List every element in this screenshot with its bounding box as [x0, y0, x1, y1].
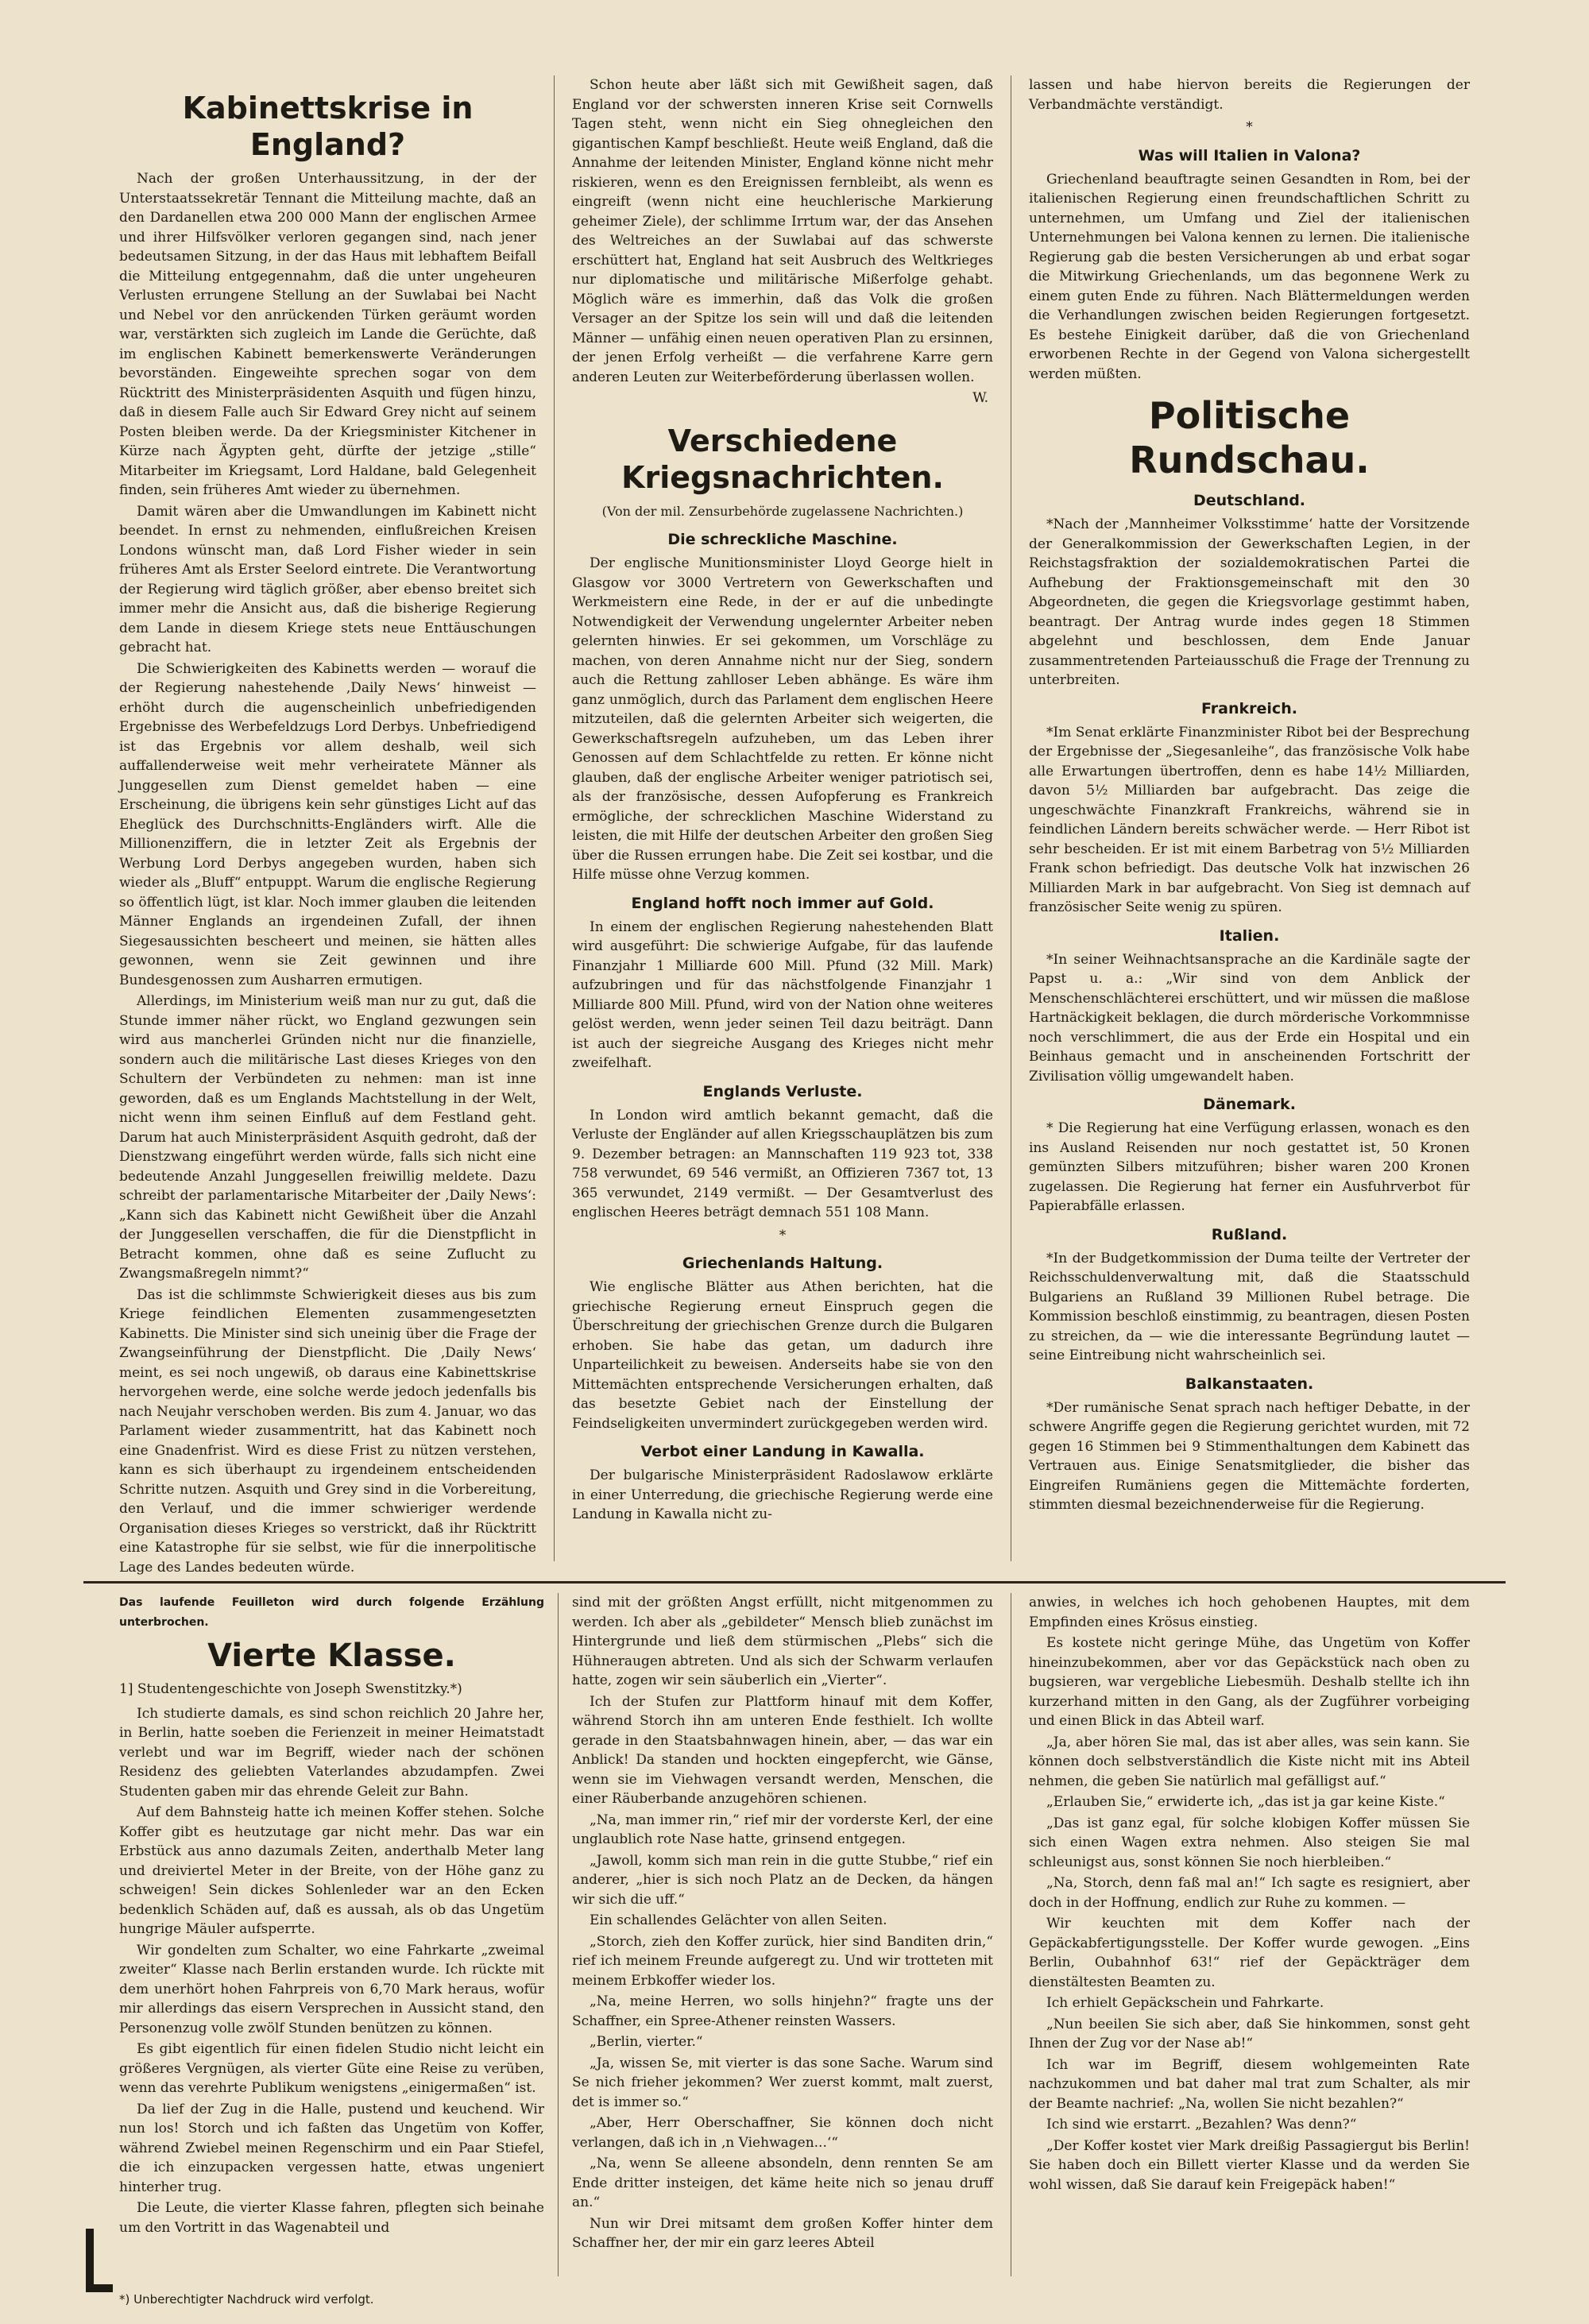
paragraph: Ich studierte damals, es sind schon reichlich 20 Jahre her, in Berlin, hatte soeben die Ferienzeit in meiner Heimatstadt verlebt und war im Begriff, wieder nach der schönen Residenz des geliebten Vaterlandes abzudampfen. Zwei Studenten gaben mir das ehrende Geleit zur Bahn. [119, 1705, 544, 1800]
top-section [119, 75, 1471, 1576]
section-title: Was will Italien in Valona? [1138, 146, 1361, 164]
paragraph: Auf dem Bahnsteig hatte ich meinen Koffer stehen. Solche Koffer gibt es heutzutage gar nicht mehr. Das war ein Erbstück aus anno dazumals Zeiten, anderthalb Meter lang und dreiviertel Meter in der Breite, von der Höhe ganz zu schweigen! Sein dickes Sohlenleder war an den Ecken bedenklich Schäden auf, daß es aussah, als ob das Ungetüm hungrige Mäuler aufsperrte. [119, 1804, 544, 1937]
paragraph: * Die Regierung hat eine Verfügung erlassen, wonach es den ins Ausland Reisenden nur noch gestattet ist, 50 Kronen gemünzten Silbers mitzuführen; bisher waren 200 Kronen zugelassen. Die Regierung hat ferner ein Ausfuhrverbot für Papierabfälle erlassen. [1029, 1120, 1470, 1214]
separator-star: * [779, 1227, 787, 1243]
feuilleton-column-3 [1029, 1593, 1470, 2276]
country-title: Frankreich. [1201, 699, 1297, 717]
section-title: Englands Verluste. [702, 1082, 863, 1100]
country-title: Balkanstaaten. [1185, 1375, 1314, 1393]
paragraph: Nun wir Drei mitsamt dem großen Koffer hinter dem Schaffner her, der mir ein garz leeres Abteil [572, 2215, 993, 2251]
paragraph: *Der rumänische Senat sprach nach heftiger Debatte, in der schwere Angriffe gegen die Regierung gerichtet wurden, mit 72 gegen 16 Stimmen bei 9 Stimmenthaltungen dem Kabinett das Vertrauen aus. Einige Senatsmitglieder, die bisher das Eingreifen Rumäniens gegen die Mittemächte forderten, stimmten diesmal bezeichnenderweise für die Regierung. [1029, 1399, 1470, 1513]
paragraph: Wir keuchten mit dem Koffer nach der Gepäckabfertigungsstelle. Der Koffer wurde gewogen. „Eins Berlin, Oubahnhof 63!“ rief der Gepäckträger dem dienstältesten Beamten zu. [1029, 1916, 1470, 1990]
paragraph: Die Schwierigkeiten des Kabinetts werden — worauf die der Regierung nahestehende ‚Daily News‘ hinweist — erhöht durch die augenscheinlich unbefriedigenden Ergebnisse des Werbefeldzugs Lord Derbys. Unbefriedigend ist das Ergebnis vor allem deshalb, weil sich auffallenderweise weit mehr verheiratete Männer als Junggesellen zum Dienst gemeldet haben — eine Erscheinung, die übrigens kein sehr günstiges Licht auf das Eheglück des Durchschnitts-Engländers wirft. Alle die Millionenziffern, die in letzter Zeit als Ergebnis der Werbung Lord Derbys angegeben wurden, haben sich wieder als „Bluff“ entpuppt. Warum die englische Regierung so öffentlich lügt, ist klar. Noch immer glauben die leitenden Männer Englands an irgendeinen Zufall, der ihnen Siegesaussichten bescheert und meinen, sie hätten alles gewonnen, wenn sie Zeit gewinnen und ihre Bundesgenossen zum Ausharren ermutigen. [119, 660, 536, 988]
paragraph: „Na, Storch, denn faß mal an!“ Ich sagte es resigniert, aber doch in der Hoffnung, endlich zur Ruhe zu kommen. — [1029, 1875, 1470, 1911]
paragraph: Damit wären aber die Umwandlungen im Kabinett nicht beendet. In ernst zu nehmenden, einflußreichen Kreisen Londons wünscht man, daß Lord Fisher wieder in sein früheres Amt als Erster Seelord eintrete. Die Verantwortung der Regierung wird täglich größer, aber ebenso breitet sich immer mehr die Ansicht aus, daß die bisherige Regierung dem Lande in diesem Kriege stets neue Enttäuschungen gebracht hat. [119, 503, 536, 655]
paragraph: Der englische Munitionsminister Lloyd George hielt in Glasgow vor 3000 Vertretern von Gewerkschaften und Werkmeistern eine Rede, in der er auf die unbedingte Notwendigkeit der Verwendung ungelernter Arbeiter neben gelernten hinwies. Er sei gekommen, um Vorschläge zu machen, von deren Annahme nicht nur der Sieg, sondern auch die Rettung zahlloser Leben abhänge. Es wäre ihm ganz unmöglich, durch das Parlament dem englischen Heere mitzuteilen, daß die gelernten Arbeiter sich weigerten, die Gewerkschaftsregeln aufzuheben, um das Leben ihrer Genossen auf dem Schlachtfelde zu retten. Er könne nicht glauben, daß der englische Arbeiter weniger patriotisch sei, als der französische, dessen Aufopferung es Frankreich ermögliche, der schrecklichen Maschine Widerstand zu leisten, die mit Hilfe der deutschen Arbeiter den großen Sieg über die Russen errungen habe. Die Zeit sei kostbar, und die Hilfe müsse ohne Verzug kommen. [572, 555, 993, 883]
column-rule [554, 75, 555, 1561]
paragraph: Der bulgarische Ministerpräsident Radoslawow erklärte in einer Unterredung, die griechische Regierung werde eine Landung in Kawalla nicht zu- [572, 1467, 993, 1522]
paragraph: anwies, in welches ich hoch gehobenen Hauptes, mit dem Empfinden eines Krösus einstieg. [1029, 1595, 1470, 1630]
paragraph: Allerdings, im Ministerium weiß man nur zu gut, daß die Stunde immer näher rückt, wo England gezwungen sein wird aus mancherlei Gründen nicht nur die finanzielle, sondern auch die militärische Last dieses Krieges von den Schultern der Verbündeten zu nehmen: man ist inne geworden, daß es um Englands Machtstellung in der Welt, nicht wenn ihm seinen Einfluß auf dem Festland geht. Darum hat auch Ministerpräsident Asquith gedroht, daß der Dienstzwang eingeführt werden würde, falls sich nicht eine bedeutende Anzahl Junggesellen freiwillig meldete. Dazu schreibt der parlamentarische Mitarbeiter der ‚Daily News‘: „Kann sich das Kabinett nicht Gewißheit über die Anzahl der Junggesellen verschaffen, die für die Dienstpflicht in Betracht kommen, ohne daß es seine Zuflucht zu Zwangsmaßregeln nimmt?“ [119, 993, 536, 1282]
column-rule [558, 1593, 559, 2276]
paragraph: *In der Budgetkommission der Duma teilte der Vertreter der Reichsschuldenverwaltung mit, daß die Staatsschuld Bulgariens an Rußland 39 Millionen Rubel betrage. Die Kommission beschloß einstimmig, zu beantragen, diesen Posten zu streichen, da — wie die interessante Begründung lautet — seine Eintreibung nicht wahrscheinlich sei. [1029, 1250, 1470, 1363]
section-title: Verbot einer Landung in Kawalla. [640, 1443, 925, 1460]
column-middle [572, 75, 993, 1561]
section-title: Die schreckliche Maschine. [667, 531, 898, 548]
paragraph: Wir gondelten zum Schalter, wo eine Fahrkarte „zweimal zweiter“ Klasse nach Berlin erstanden wurde. Ich rückte mit dem unerhört hohen Fahrpreis von 6,70 Mark heraus, wofür mir allerdings das eisern Versprechen in Aussicht stand, den Personenzug volle zwölf Stunden benützen zu können. [119, 1942, 544, 2036]
column-left [119, 75, 536, 1576]
paragraph: „Erlauben Sie,“ erwiderte ich, „das ist ja gar keine Kiste.“ [1046, 1794, 1445, 1810]
section-title: Griechenlands Haltung. [682, 1255, 883, 1272]
corner-mark [86, 2229, 113, 2292]
paragraph: „Na, meine Herren, wo solls hinjehn?“ fragte uns der Schaffner, ein Spree-Athener reinsten Wassers. [572, 1993, 993, 2029]
paragraph: *Nach der ‚Mannheimer Volksstimme‘ hatte der Vorsitzende der Generalkommission der Gewerkschaften Legien, in der Reichstagsfraktion der sozialdemokratischen Partei die Aufhebung der Fraktionsgemeinschaft mit den 30 Abgeordneten, die gegen die Kriegsvorlage gestimmt haben, beantragt. Der Antrag wurde indes gegen 18 Stimmen abgelehnt und beschlossen, dem Ende Januar zusammentretenden Parteiausschuß die Frage der Trennung zu unterbreiten. [1029, 516, 1470, 688]
paragraph: Wie englische Blätter aus Athen berichten, hat die griechische Regierung erneut Einspruch gegen die Überschreitung der griechischen Grenze durch die Bulgaren erhoben. Sie habe das getan, um dadurch ihre Unparteilichkeit zu beweisen. Anderseits habe sie von den Mittemächten entsprechende Versicherungen erhalten, daß das besetzte Gebiet nach der Einstellung der Feindseligkeiten unvermindert zurückgegeben werden wird. [572, 1279, 993, 1432]
paragraph: „Nun beeilen Sie sich aber, daß Sie hinkommen, sonst geht Ihnen der Zug vor der Nase ab!“ [1029, 2016, 1470, 2051]
article-heading-kabinettskrise: Kabinettskrise in England? [182, 91, 474, 162]
article-heading-politische-rundschau: Politische Rundschau. [1129, 394, 1370, 481]
feuilleton-column-1 [119, 1593, 544, 2276]
paragraph: „Der Koffer kostet vier Mark dreißig Passagiergut bis Berlin! Sie haben doch ein Billett vierter Klasse und da werden Sie wohl wissen, daß Sie darauf kein Freigepäck haben!“ [1029, 2137, 1470, 2193]
country-title: Italien. [1219, 926, 1280, 945]
country-title: Dänemark. [1203, 1096, 1296, 1113]
paragraph: Griechenland beauftragte seinen Gesandten in Rom, bei der italienischen Regierung einen freundschaftlichen Schritt zu unternehmen, um Umfang und Ziel der italienischen Unternehmungen bei Valona kennen zu lernen. Die italienische Regierung gab die besten Versicherungen ab und erbat sogar die Mitwirkung Griechenlands, um das begonnene Werk zu einem guten Ende zu führen. Nach Blättermeldungen werden die Verhandlungen zwischen beiden Regierungen fortgesetzt. Es bestehe Einigkeit darüber, daß die von Griechenland erworbenen Rechte in der Gegend von Valona sichergestellt werden müßten. [1029, 171, 1470, 382]
paragraph: Da lief der Zug in die Halle, pustend und keuchend. Wir nun los! Storch und ich faßten das Ungetüm von Koffer, während Zwiebel meinen Regenschirm und ein Paar Stiefel, die ich einzupacken vergessen hatte, etwas ungeniert hinterher trug. [119, 2101, 544, 2195]
feuilleton-section [119, 1593, 1470, 2307]
paragraph: Es gibt eigentlich für einen fidelen Studio nicht leicht ein größeres Vergnügen, als vierter Güte eine Reise zu verüben, wenn das verehrte Publikum wenigstens „einigermaßen“ ist. [119, 2041, 544, 2096]
paragraph: Ich der Stufen zur Plattform hinauf mit dem Koffer, während Storch ihn am unteren Ende festhielt. Ich wollte gerade in den Staatsbahnwagen hinein, aber, — das war ein Anblick! Da standen und hockten eingepfercht, wie Gänse, wenn sie im Viehwagen versandt werden, Menschen, die einer Räuberbande anzugehören schienen. [572, 1693, 993, 1807]
paragraph: Die Leute, die vierter Klasse fahren, pflegten sich beinahe um den Vortritt in das Wagenabteil und [119, 2200, 544, 2236]
section-title: England hofft noch immer auf Gold. [631, 894, 934, 912]
paragraph: „Das ist ganz egal, für solche klobigen Koffer müssen Sie sich einen Wagen extra nehmen. Also steigen Sie mal schleunigst aus, sonst können Sie noch hierbleiben.“ [1029, 1815, 1470, 1870]
paragraph: sind mit der größten Angst erfüllt, nicht mitgenommen zu werden. Ich aber als „gebildeter“ Mensch blieb zunächst im Hintergrunde und ließ dem stürmischen „Plebs“ sich die Hühneraugen abtreten. Und als sich der Schwarm verlaufen hatte, zogen wir sein säuberlich ein „Vierter“. [572, 1595, 993, 1688]
paragraph: Nach der großen Unterhaussitzung, in der der Unterstaatssekretär Tennant die Mitteilung machte, daß an den Dardanellen etwa 200 000 Mann der englischen Armee und ihrer Hilfsvölker verloren gegangen sind, nach jener bedeutsamen Sitzung, in der das Haus mit lebhaftem Beifall die Mitteilung entgegennahm, daß die unter ungeheuren Verlusten errungene Stellung an der Suwlabai bei Nacht und Nebel vor den anrückenden Türken geräumt worden war, verstärkten sich zugleich im Lande die Gerüchte, daß im englischen Kabinett bemerkenswerte Veränderungen bevorständen. Eingeweihte sprechen sogar von dem Rücktritt des Ministerpräsidenten Asquith und fügen hinzu, daß in diesem Falle auch Sir Edward Grey nicht auf seinem Posten bleiben werde. Da der Kriegsminister Kitchener in Kürze nach Ägypten geht, dürfte der jetzige „stille“ Mitarbeiter im Kriegsamt, Lord Haldane, bald Gelegenheit finden, sein früheres Amt wieder zu übernehmen. [119, 171, 536, 498]
paragraph: „Jawoll, komm sich man rein in die gutte Stubbe,“ rief ein anderer, „hier is sich noch Platz an de Decken, da hängen wir sich die uff.“ [572, 1852, 993, 1908]
feuilleton-subtitle: 1] Studentengeschichte von Joseph Swenstitzky.*) [119, 1681, 462, 1697]
paragraph: „Berlin, vierter.“ [590, 2034, 703, 2050]
country-title: Rußland. [1211, 1225, 1288, 1243]
feuilleton-divider [83, 1581, 1506, 1583]
paragraph: „Aber, Herr Oberschaffner, Sie können doch nicht verlangen, daß ich in ‚n Viehwagen...‘“ [572, 2115, 993, 2151]
article-heading-kriegsnachrichten: Verschiedene Kriegsnachrichten. [621, 423, 944, 495]
paragraph: Ich erhielt Gepäckschein und Fahrkarte. [1046, 1995, 1324, 2011]
paragraph: Ich sind wie erstarrt. „Bezahlen? Was denn?“ [1046, 2117, 1357, 2133]
paragraph: „Storch, zieh den Koffer zurück, hier sind Banditen drin,“ rief ich meinem Freunde aufgeregt zu. Und wir trotteten mit meinem Erbkoffer wieder los. [572, 1933, 993, 1989]
paragraph: Ich war im Begriff, diesem wohlgemeinten Rate nachzukommen und bat daher mal trat zum Schalter, als mir der Beamte nachrief: „Na, wollen Sie nicht bezahlen?“ [1029, 2056, 1470, 2112]
paragraph: „Na, wenn Se alleene absondeln, denn rennten Se am Ende dritter insteigen, det käme heite nich so jenau druff an.“ [572, 2156, 993, 2210]
footnote: *) Unberechtigter Nachdruck wird verfolgt. [119, 2292, 374, 2307]
paragraph: „Ja, aber hören Sie mal, das ist aber alles, was sein kann. Sie können doch selbstverständlich die Kiste nicht mit ins Abteil nehmen, die geben Sie natürlich mal gefälligst auf.“ [1029, 1734, 1470, 1789]
separator-star: * [1246, 119, 1253, 135]
feuilleton-note: Das laufende Feuilleton wird durch folgende Erzählung unterbrochen. [119, 1596, 544, 1629]
paragraph: *Im Senat erklärte Finanzminister Ribot bei der Besprechung der Ergebnisse der „Siegesanleihe“, das französische Volk habe alle Erwartungen übertroffen, denn es habe 14½ Milliarden, davon 5½ Milliarden bar aufgebracht. Das zeige die ungeschwächte Finanzkraft Frankreichs, während sie in feindlichen Ländern bereits schwächer werde. — Herr Ribot ist sehr bescheiden. Er ist mit einem Barbetrag von 5½ Milliarden Frank schon befriedigt. Das deutsche Volk hat inzwischen 26 Milliarden Mark in bar aufgebracht. Von Sieg ist demnach auf französischer Seite wenig zu spüren. [1029, 724, 1471, 915]
paragraph: lassen und habe hiervon bereits die Regierungen der Verbandmächte verständigt. [1029, 77, 1470, 113]
paragraph: „Ja, wissen Se, mit vierter is das sone Sache. Warum sind Se nich frieher jekommen? Wer zuerst kommt, malt zuerst, det is immer so.“ [572, 2055, 993, 2110]
paragraph: Das ist die schlimmste Schwierigkeit dieses aus bis zum Kriege feindlichen Elementen zusammengesetzten Kabinetts. Die Minister sind sich uneinig über die Frage der Zwangseinführung der Dienstpflicht. Die ‚Daily News‘ meint, es sei noch ungewiß, ob daraus eine Kabinettskrise hervorgehen werde, eine solche werde jedoch jedenfalls bis nach Neujahr verschoben werden. Bis zum 4. Januar, wo das Parlament wieder zusammentritt, hat das Kabinett noch eine Gnadenfrist. Wird es diese Frist zu nützen verstehen, kann es sich überhaupt zu irgendeinem entscheidenden Schritte nutzen. Asquith und Grey sind in die Vorbereitung, den Verlauf, und die immer schwieriger werdende Organisation dieses Krieges so verstrickt, daß ihr Rücktritt eine Katastrophe für sie selbst, wie für die innerpolitische Lage des Landes bedeuten würde. [119, 1286, 536, 1576]
paragraph: Es kostete nicht geringe Mühe, das Ungetüm von Koffer hineinzubekommen, aber vor das Gepäckstück nach oben zu bugsieren, war vergebliche Liebesmüh. Deshalb stellte ich ihn kurzerhand mitten in den Gang, als der Zugführer vorbeiging und einen Blick in das Abteil warf. [1029, 1635, 1470, 1729]
paragraph: In London wird amtlich bekannt gemacht, daß die Verluste der Engländer auf allen Kriegsschauplätzen bis zum 9. Dezember betragen: an Mannschaften 119 923 tot, 338 758 verwundet, 69 546 vermißt, an Offizieren 7367 tot, 13 365 verwundet, 2149 vermißt. — Der Gesamtverlust des englischen Heeres beträgt demnach 551 108 Mann. [572, 1107, 993, 1220]
feuilleton-title: Vierte Klasse. [207, 1638, 456, 1674]
paragraph: Schon heute aber läßt sich mit Gewißheit sagen, daß England vor der schwersten inneren Krise seit Cornwells Tagen steht, wenn nicht ein Sieg ohnegleichen den gigantischen Kampf beschließt. Heute weiß England, daß die Annahme der leitenden Minister, England könne nicht mehr riskieren, wenn es den Ereignissen fernbleibt, als wenn es eingreift (wenn nicht eine heuchlerische Markierung geheimer Ziele), der schlimme Irrtum war, der das Ansehen des Weltreiches an der Suwlabai auf das schwerste erschüttert hat, England hat seit Ausbruch des Weltkrieges nur diplomatische und militärische Mißerfolge gehabt. Möglich wäre es immerhin, daß das Volk die großen Versager an der Spitze los sein will und daß die leitenden Männer — unfähig einen neuen operativen Plan zu ersinnen, der jenen Erfolg verheißt — die verfahrene Karre gern anderen Leuten zur Weiterbeförderung überlassen wollen. [572, 77, 993, 385]
author-signature: W. [972, 390, 988, 406]
column-right [1029, 75, 1470, 1561]
paragraph: *In seiner Weihnachtsansprache an die Kardinäle sagte der Papst u. a.: „Wir sind von dem Anblick der Menschenschlächterei erschüttert, und wir müssen die maßlose Hartnäckigkeit beklagen, die durch mörderische Vorkommnisse noch verschlimmert, die aus der Erde ein Hospital und ein Beinhaus gemacht und in anscheinenden Fortschritt der Zivilisation völlig umgewandelt haben. [1029, 951, 1470, 1085]
paragraph: In einem der englischen Regierung nahestehenden Blatt wird ausgeführt: Die schwierige Aufgabe, für das laufende Finanzjahr 1 Milliarde 600 Mill. Pfund (32 Mill. Mark) aufzubringen und für das nächstfolgende Finanzjahr 1 Milliarde 800 Mill. Pfund, wird von der Nation ohne weiteres gelöst werden, wenn jeder seinen Teil dazu beiträgt. Dann ist auch der siegreiche Ausgang des Krieges nicht mehr zweifelhaft. [572, 918, 993, 1071]
paragraph: „Na, man immer rin,“ rief mir der vorderste Kerl, der eine unglaublich rote Nase hatte, grinsend entgegen. [572, 1812, 993, 1847]
censor-note: (Von der mil. Zensurbehörde zugelassene Nachrichten.) [601, 503, 964, 519]
country-title: Deutschland. [1193, 492, 1306, 509]
feuilleton-column-2 [572, 1593, 993, 2276]
paragraph: Ein schallendes Gelächter von allen Seiten. [590, 1912, 887, 1928]
